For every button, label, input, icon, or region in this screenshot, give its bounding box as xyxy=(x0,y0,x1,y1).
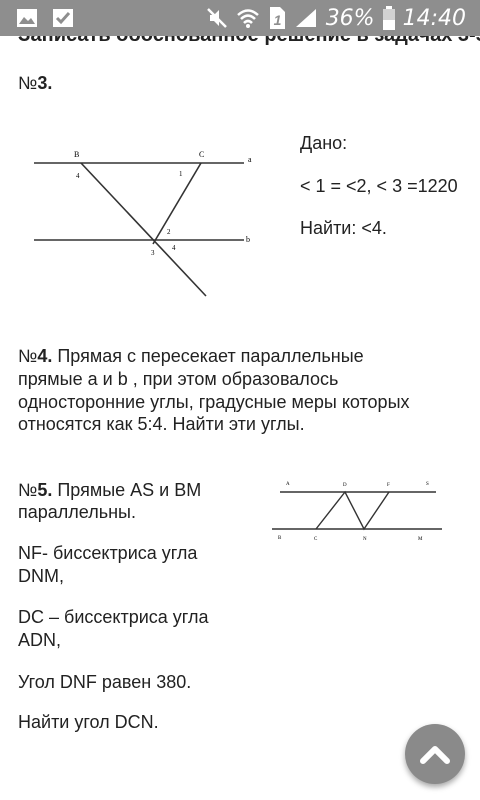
task3-given-text: < 1 = <2, < 3 =1220 xyxy=(300,176,458,196)
label-a: a xyxy=(248,155,252,164)
task3-diagram xyxy=(28,144,268,300)
angle-2: 2 xyxy=(167,228,171,236)
task4-prefix: № xyxy=(18,346,38,366)
task3-number: 3. xyxy=(37,73,53,93)
task3-find-text: Найти: <4. xyxy=(300,218,387,238)
task5-p3-line2: ADN, xyxy=(18,630,62,650)
chevron-up-icon xyxy=(420,744,450,764)
sim-icon xyxy=(268,6,286,30)
gallery-icon xyxy=(16,8,38,28)
wifi-icon xyxy=(236,7,260,29)
task3-title xyxy=(18,72,52,94)
battery-icon xyxy=(383,6,395,30)
label-C: C xyxy=(314,537,318,542)
label-A: A xyxy=(286,482,290,487)
task4-number: 4. xyxy=(37,346,53,366)
task5-p2-line1: NF- биссектриса угла xyxy=(18,543,198,563)
task4-line2: прямые a и b , при этом образовалось xyxy=(18,369,339,389)
task5-p5: Найти угол DCN. xyxy=(18,712,159,732)
angle-1: 1 xyxy=(179,170,183,178)
zigzag-segments xyxy=(316,492,389,529)
task4-line1 xyxy=(18,345,364,367)
label-F: F xyxy=(387,483,390,488)
angle-4-top: 4 xyxy=(76,172,80,180)
task5-line2: параллельны. xyxy=(18,502,136,522)
status-bar xyxy=(0,0,480,36)
task5-diagram xyxy=(268,474,446,546)
label-b: b xyxy=(246,235,250,244)
task5-p4: Угол DNF равен 380. xyxy=(18,672,192,692)
task4-line4: относятся как 5:4. Найти эти углы. xyxy=(18,414,305,434)
scroll-to-top-button[interactable] xyxy=(405,724,465,784)
label-B: B xyxy=(278,536,282,541)
task3-given-label: Дано: xyxy=(300,133,348,153)
signal-icon xyxy=(294,7,318,29)
label-B: B xyxy=(74,150,80,159)
label-M: M xyxy=(418,537,423,542)
task3-prefix: № xyxy=(18,73,38,93)
task5-number: 5. xyxy=(37,480,53,500)
task5-text1: Прямые AS и BM xyxy=(52,480,202,500)
clock: 14:40 xyxy=(402,5,466,31)
task4-text1: Прямая с пересекает параллельные xyxy=(52,346,364,366)
transversal-c xyxy=(153,163,201,244)
task4-line3: односторонние углы, градусные меры которых xyxy=(18,392,410,412)
label-D: D xyxy=(343,483,347,488)
label-S: S xyxy=(426,482,429,487)
battery-percent: 36% xyxy=(325,5,375,31)
mute-icon xyxy=(206,7,228,29)
check-box-icon xyxy=(52,8,74,28)
task5-line1 xyxy=(18,479,201,501)
angle-3: 3 xyxy=(151,249,155,257)
label-N: N xyxy=(363,537,367,542)
angle-4-bottom: 4 xyxy=(172,244,176,252)
transversal-bd xyxy=(81,163,206,296)
task5-p2-line2: DNM, xyxy=(18,566,64,586)
task5-prefix: № xyxy=(18,480,38,500)
sim-label: 1 xyxy=(273,12,282,28)
task5-p3-line1: DC – биссектриса угла xyxy=(18,607,209,627)
label-C: C xyxy=(199,150,205,159)
